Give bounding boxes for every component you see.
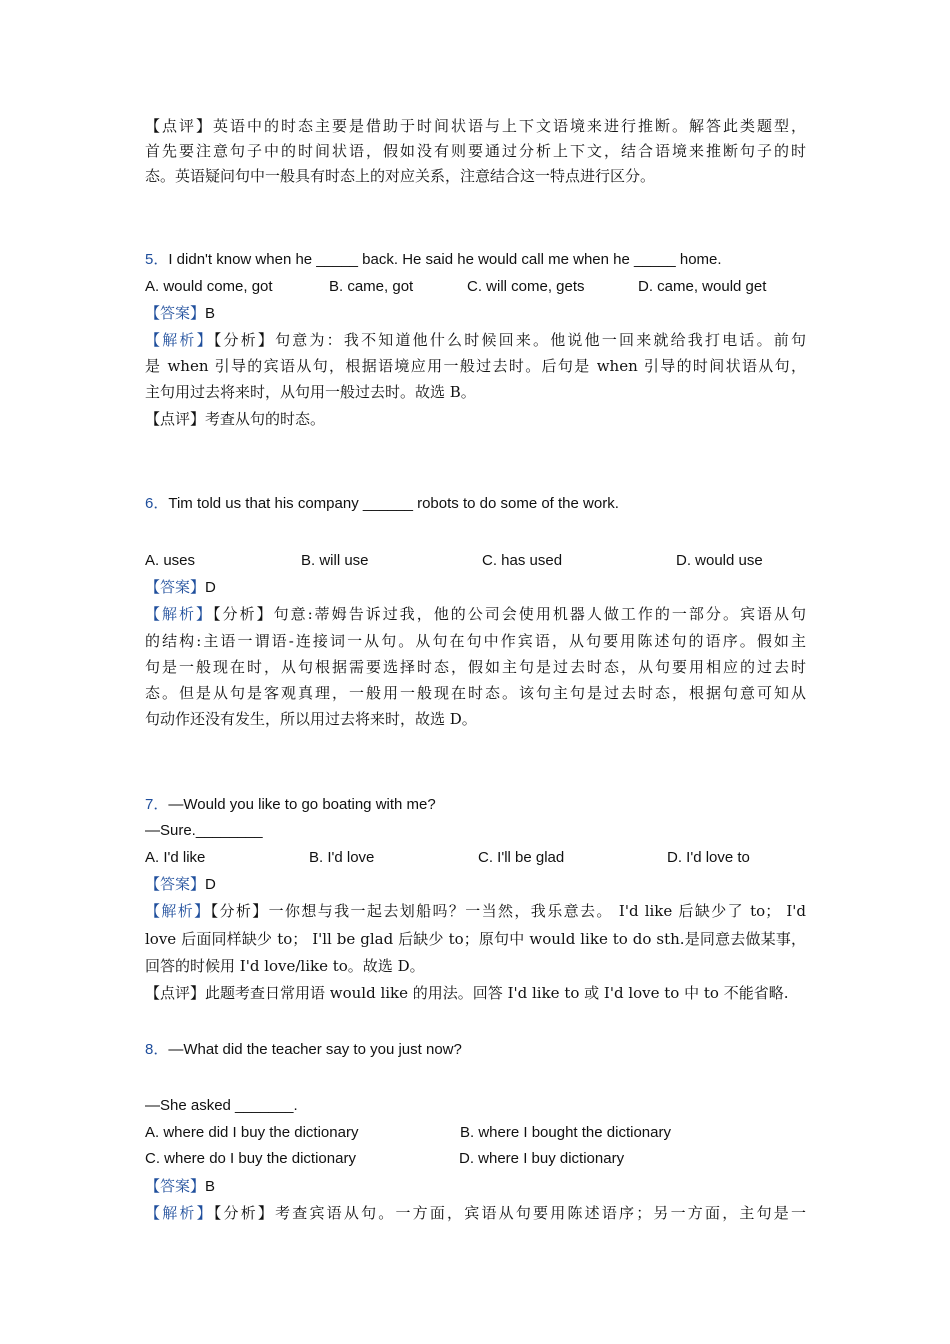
q5-option-d: D. came, would get xyxy=(638,278,767,295)
q7-analysis-line-3: 回答的时候用 I'd love/like to。故选 D。 xyxy=(145,957,425,975)
q5-option-a: A. would come, got xyxy=(145,278,273,295)
q7-stem-2: —Sure.________ xyxy=(145,822,263,839)
q7-analysis-label: 【解析】 xyxy=(145,902,211,920)
q7-stem-line xyxy=(145,795,436,815)
q8-option-d: D. where I buy dictionary xyxy=(459,1150,625,1167)
intro-line-1: 【点评】英语中的时态主要是借助于时间状语与上下文语境来进行推断。解答此类题型， xyxy=(145,117,806,135)
q5-number: 5． xyxy=(145,251,169,268)
q6-analysis-line-5: 句动作还没有发生，所以用过去将来时，故选 D。 xyxy=(145,710,477,728)
q6-option-c: C. has used xyxy=(482,552,563,569)
q7-analysis-line-1 xyxy=(145,901,806,921)
q8-answer-label: 【答案】 xyxy=(145,1177,206,1195)
q6-analysis-text-1: 【分析】句意:蒂姆告诉过我，他的公司会使用机器人做工作的一部分。宾语从句 xyxy=(213,605,806,623)
q7-answer: D xyxy=(205,876,216,893)
q8-answer-line xyxy=(145,1176,215,1197)
q5-answer-line xyxy=(145,303,215,324)
intro-line-3: 态。英语疑问句中一般具有时态上的对应关系，注意结合这一特点进行区分。 xyxy=(145,167,656,185)
q6-option-a: A. uses xyxy=(145,552,196,569)
q8-analysis-text-1: 【分析】考查宾语从句。一方面，宾语从句要用陈述语序；另一方面，主句是一 xyxy=(213,1204,806,1222)
q8-stem-line xyxy=(145,1040,462,1060)
q6-analysis-line-2: 的结构:主语一谓语-连接词一从句。从句在句中作宾语，从句要用陈述句的语序。假如主 xyxy=(145,632,806,650)
q6-answer-label: 【答案】 xyxy=(145,578,206,596)
q7-option-d: D. I'd love to xyxy=(667,849,750,866)
q6-analysis-line-3: 句是一般现在时，从句根据需要选择时态，假如主句是过去时态，从句要用相应的过去时 xyxy=(145,658,806,676)
q7-option-a: A. I'd like xyxy=(145,849,206,866)
q7-analysis-line-2: love 后面同样缺少 to； I'll be glad 后缺少 to；原句中 would like to do sth.是同意去做某事， xyxy=(145,930,806,948)
q8-analysis-line-1 xyxy=(145,1203,806,1223)
q6-stem-line xyxy=(145,494,619,514)
q8-stem: —What did the teacher say to you just now? xyxy=(168,1041,462,1058)
q7-analysis-text-1: 【分析】一你想与我一起去划船吗？一当然，我乐意去。 I'd like 后缺少了 to； I'd xyxy=(210,902,806,920)
q8-stem-2: —She asked _______. xyxy=(145,1097,298,1114)
q5-analysis-label: 【解析】 xyxy=(145,331,214,349)
q6-option-b: B. will use xyxy=(301,552,369,569)
q8-option-a: A. where did I buy the dictionary xyxy=(145,1124,359,1141)
q7-answer-label: 【答案】 xyxy=(145,875,206,893)
q8-number: 8． xyxy=(145,1041,169,1058)
q6-stem: Tim told us that his company ______ robots to do some of the work. xyxy=(168,495,619,512)
q5-option-c: C. will come, gets xyxy=(467,278,585,295)
q7-option-b: B. I'd love xyxy=(309,849,375,866)
q5-analysis-line-2: 是 when 引导的宾语从句，根据语境应用一般过去时。后句是 when 引导的时间状语从句， xyxy=(145,357,806,375)
q7-answer-line xyxy=(145,874,216,895)
q8-analysis-label: 【解析】 xyxy=(145,1204,214,1222)
q6-analysis-label: 【解析】 xyxy=(145,605,214,623)
q5-analysis-line-3: 主句用过去将来时，从句用一般过去时。故选 B。 xyxy=(145,383,476,401)
q6-answer: D xyxy=(205,579,216,596)
q8-option-b: B. where I bought the dictionary xyxy=(460,1124,671,1141)
q5-analysis-text-1: 【分析】句意为：我不知道他什么时候回来。他说他一回来就给我打电话。前句 xyxy=(213,331,806,349)
q6-option-d: D. would use xyxy=(676,552,763,569)
q5-stem-line xyxy=(145,250,722,270)
q6-number: 6． xyxy=(145,495,169,512)
q5-stem: I didn't know when he _____ back. He said he would call me when he _____ home. xyxy=(168,251,722,268)
q5-analysis-line-1 xyxy=(145,330,806,350)
q7-number: 7． xyxy=(145,796,169,813)
q5-comment: 【点评】考查从句的时态。 xyxy=(145,410,326,428)
q8-answer: B xyxy=(205,1178,216,1195)
q6-analysis-line-1 xyxy=(145,604,806,624)
q5-answer-label: 【答案】 xyxy=(145,304,206,322)
q5-option-b: B. came, got xyxy=(329,278,414,295)
q6-analysis-line-4: 态。但是从句是客观真理，一般用一般现在时态。该句主句是过去时态，根据句意可知从 xyxy=(145,684,806,702)
q7-option-c: C. I'll be glad xyxy=(478,849,565,866)
intro-line-2: 首先要注意句子中的时间状语，假如没有则要通过分析上下文，结合语境来推断句子的时 xyxy=(145,142,806,160)
q5-answer: B xyxy=(205,305,216,322)
q6-answer-line xyxy=(145,577,216,598)
q7-stem: —Would you like to go boating with me? xyxy=(168,796,436,813)
q7-comment: 【点评】此题考查日常用语 would like 的用法。回答 I'd like to 或 I'd love to 中 to 不能省略. xyxy=(145,984,789,1002)
q8-option-c: C. where do I buy the dictionary xyxy=(145,1150,356,1167)
